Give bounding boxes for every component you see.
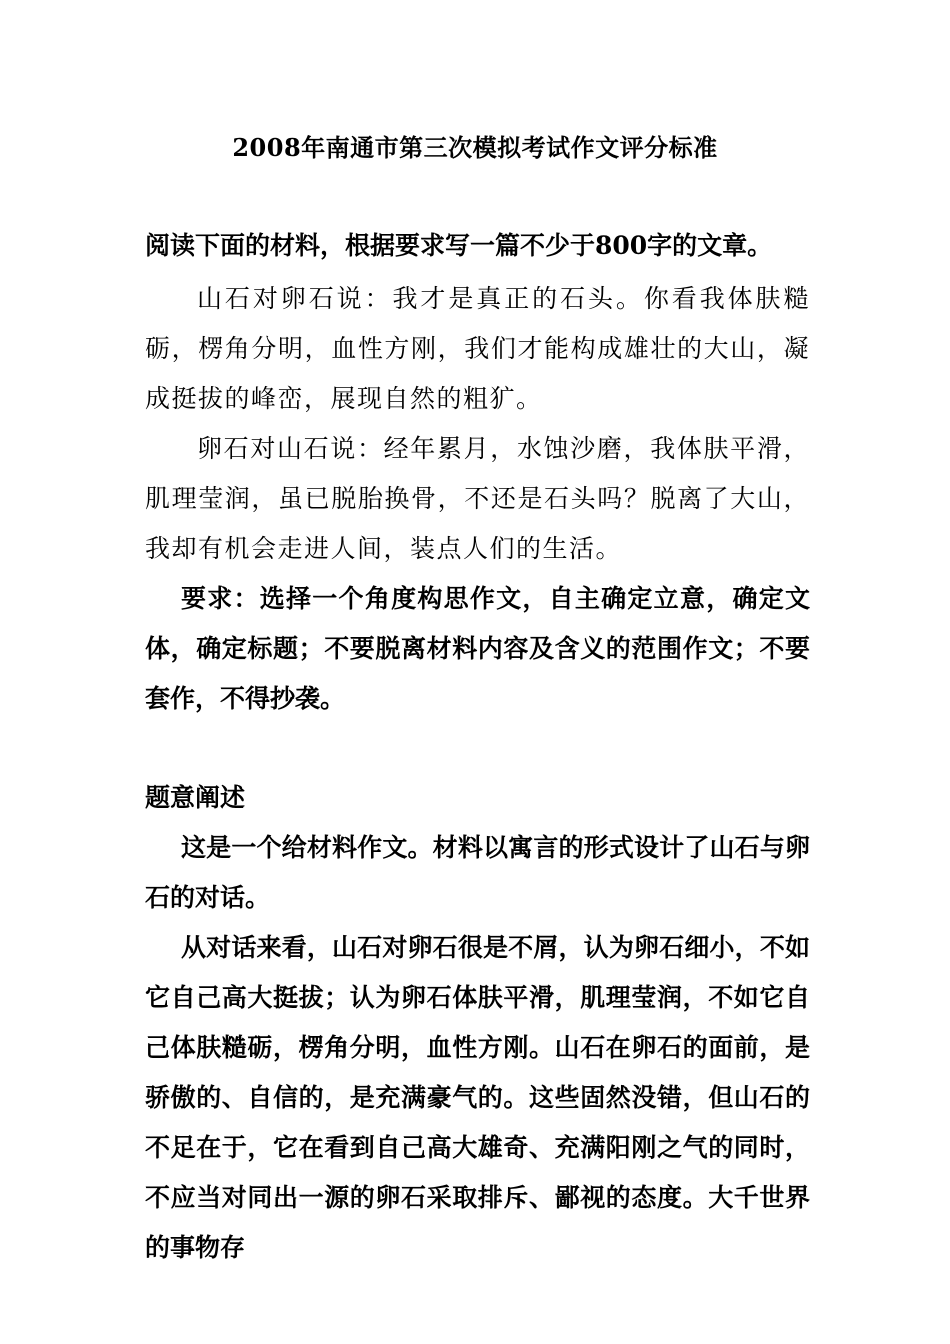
- document-title: 2008年南通市第三次模拟考试作文评分标准: [232, 133, 718, 162]
- material-paragraph-shanshi: 山石对卵石说：我才是真正的石头。你看我体肤糙砺，楞角分明，血性方刚，我们才能构成雄壮的大山，凝成挺拔的峰峦，展现自然的粗犷。: [145, 284, 810, 413]
- writing-requirement: 要求：选择一个角度构思作文，自主确定立意，确定文体，确定标题；不要脱离材料内容及含义的范围作文；不要套作，不得抄袭。: [145, 584, 810, 713]
- analysis-heading: 题意阐述: [145, 783, 246, 812]
- prompt-intro: 阅读下面的材料，根据要求写一篇不少于800字的文章。: [145, 231, 773, 260]
- material-paragraph-luanshi: 卵石对山石说：经年累月，水蚀沙磨，我体肤平滑，肌理莹润，虽已脱胎换骨，不还是石头吗？脱离了大山，我却有机会走进人间，装点人们的生活。: [145, 434, 810, 563]
- analysis-paragraph-2: 从对话来看，山石对卵石很是不屑，认为卵石细小，不如它自己高大挺拔；认为卵石体肤平滑，肌理莹润，不如它自己体肤糙砺，楞角分明，血性方刚。山石在卵石的面前，是骄傲的、自信的，是充满豪气的。这些固然没错，但山石的不足在于，它在看到自己高大雄奇、充满阳刚之气的同时，不应当对同出一源的卵石采取排斥、鄙视的态度。大千世界的事物存: [145, 933, 810, 1262]
- analysis-paragraph-1: 这是一个给材料作文。材料以寓言的形式设计了山石与卵石的对话。: [145, 833, 810, 912]
